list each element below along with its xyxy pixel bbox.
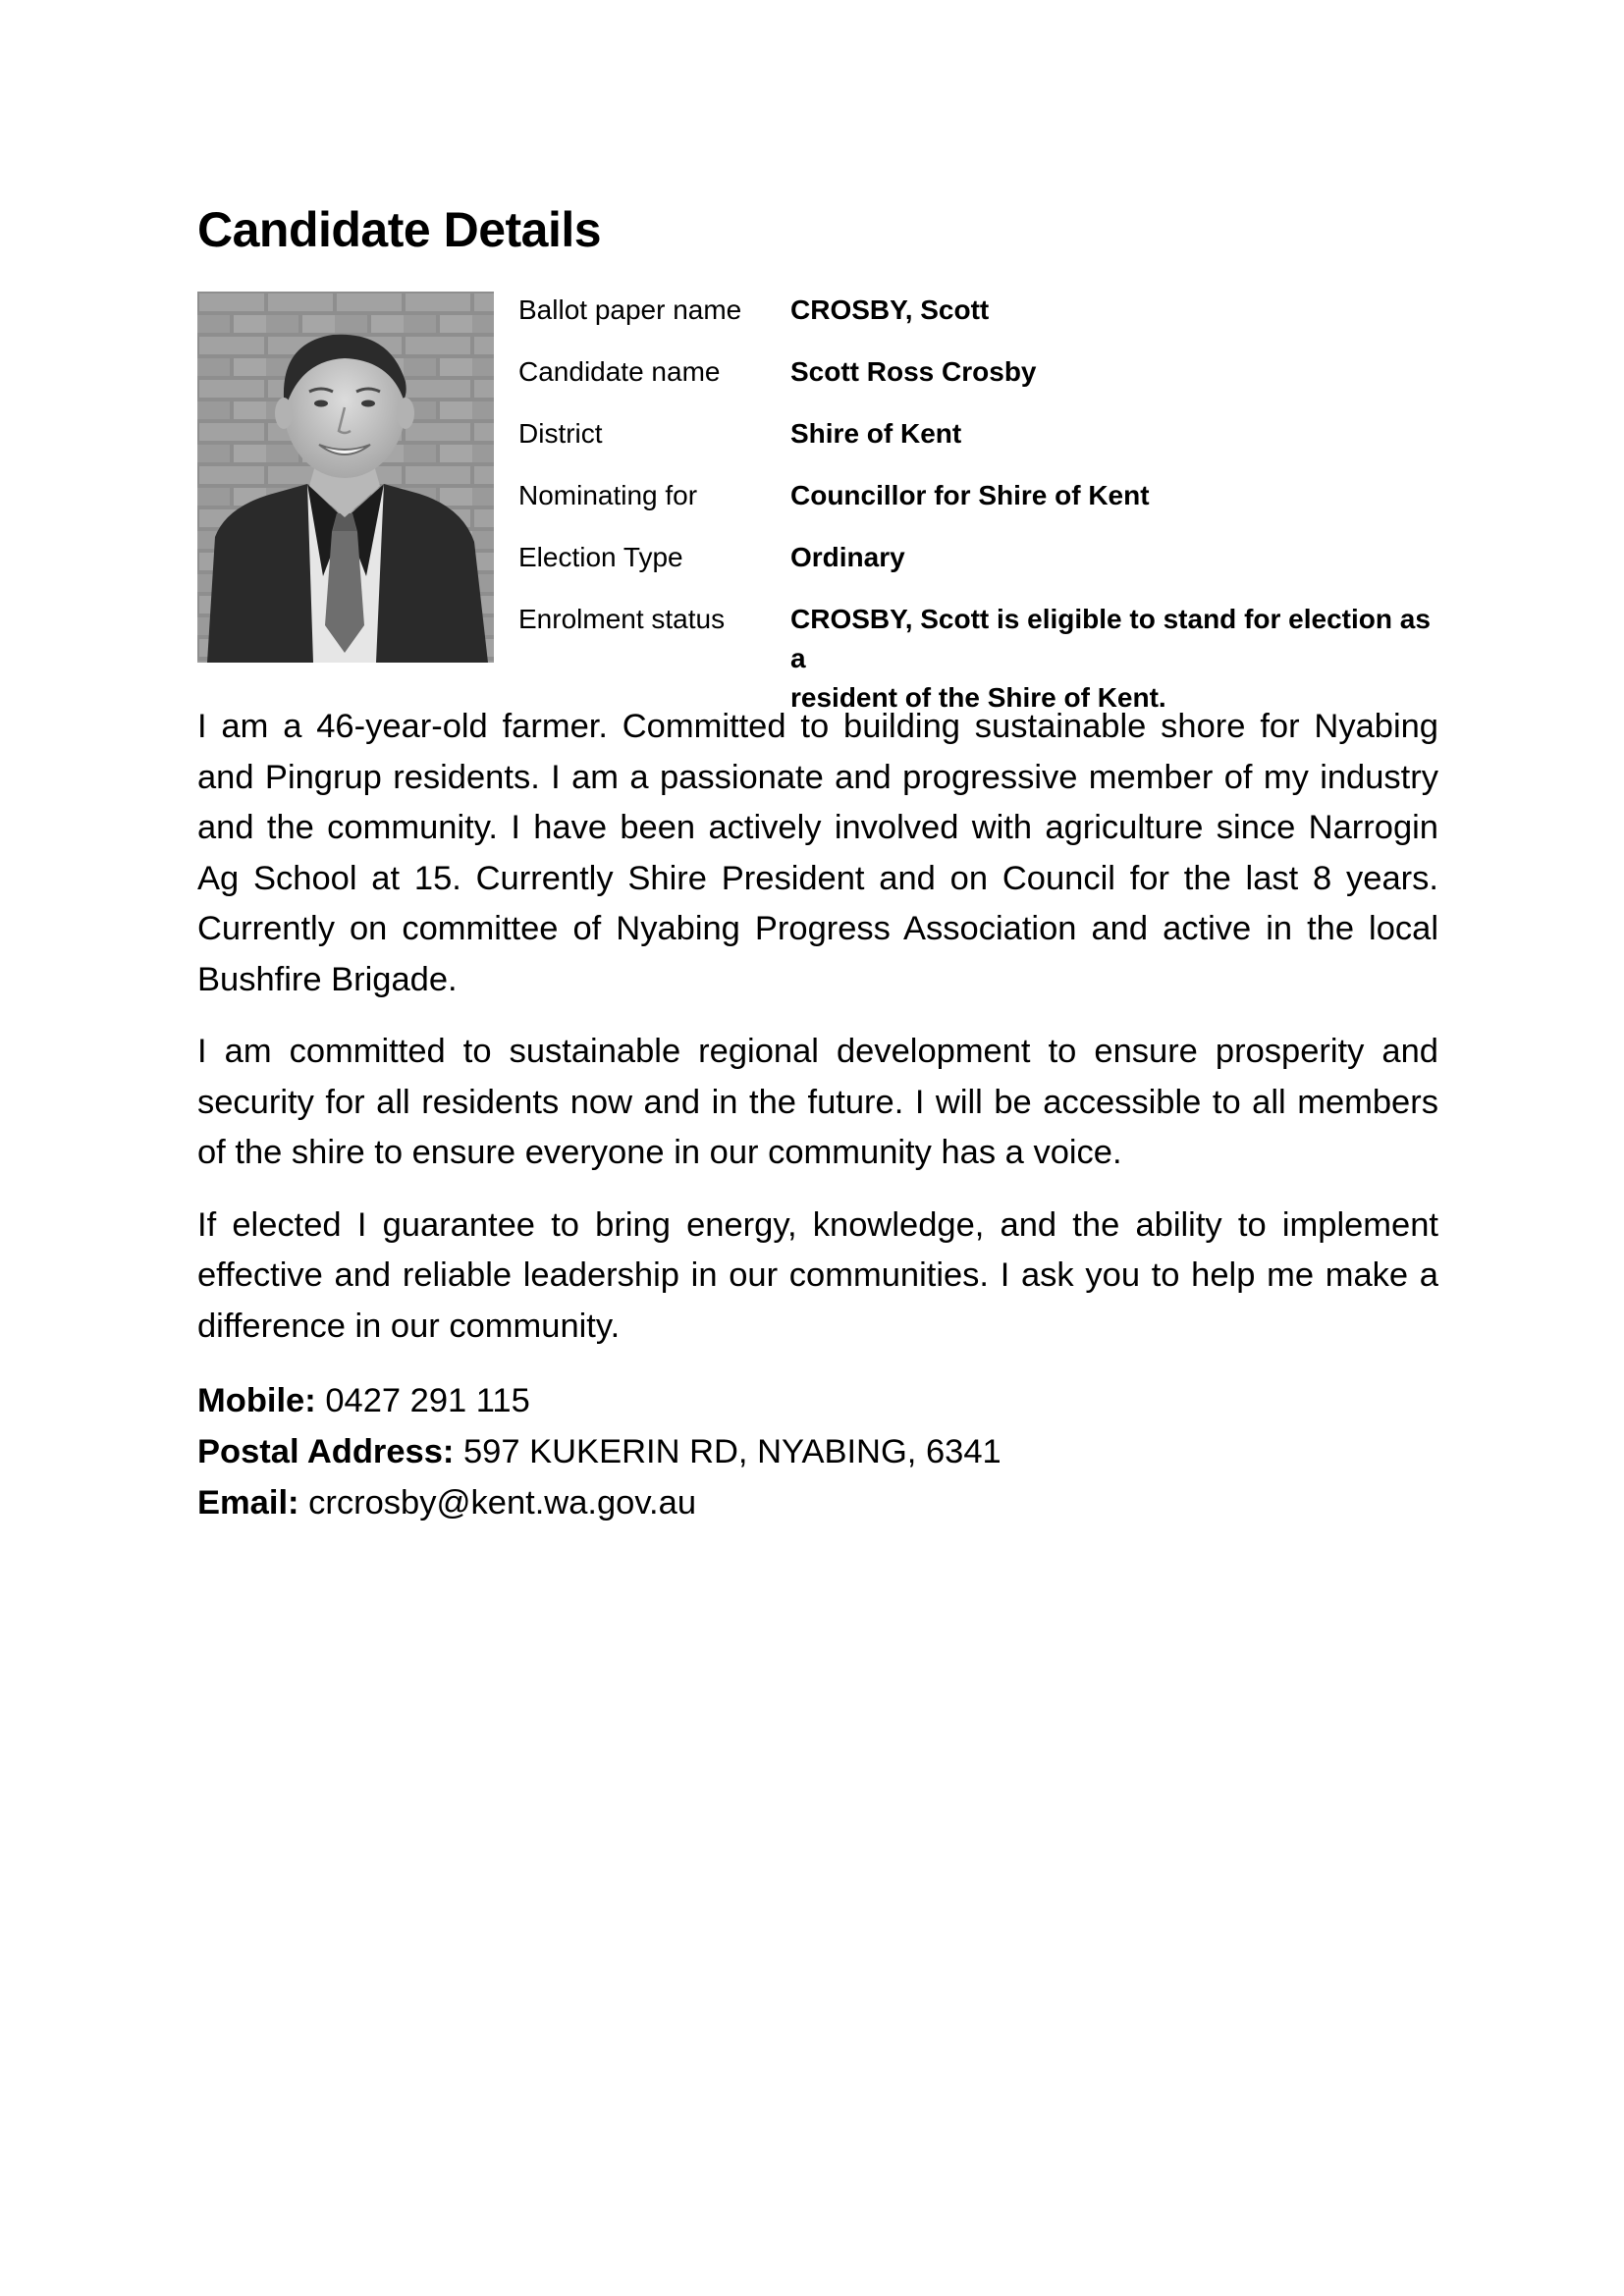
detail-value: Shire of Kent xyxy=(790,418,962,449)
detail-label: Enrolment status xyxy=(518,604,726,634)
detail-label: Ballot paper name xyxy=(518,294,742,325)
contact-label: Email: xyxy=(197,1484,299,1522)
detail-label: District xyxy=(518,418,603,449)
candidate-photo xyxy=(197,292,494,663)
candidate-details-table xyxy=(518,291,1441,713)
contact-value: crcrosby@kent.wa.gov.au xyxy=(308,1484,697,1522)
detail-value-line: resident of the Shire of Kent. xyxy=(790,682,1166,713)
detail-value: Scott Ross Crosby xyxy=(790,356,1037,387)
detail-label: Election Type xyxy=(518,542,683,572)
detail-row-district xyxy=(518,414,1441,476)
contact-label: Mobile: xyxy=(197,1382,316,1419)
contact-email xyxy=(197,1477,1001,1528)
statement-paragraph: If elected I guarantee to bring energy, knowledge, and the ability to implement effective and reliable leadership in our communities. I ask you to help me make a difference in our community. xyxy=(197,1205,1438,1345)
detail-row-ballot-paper-name xyxy=(518,291,1441,352)
detail-label: Candidate name xyxy=(518,356,721,387)
contact-postal-address xyxy=(197,1426,1001,1477)
page-title: Candidate Details xyxy=(197,202,602,257)
detail-value: Ordinary xyxy=(790,542,905,572)
detail-row-election-type xyxy=(518,538,1441,600)
detail-value-line: CROSBY, Scott is eligible to stand for election as a xyxy=(790,604,1431,673)
candidate-statement xyxy=(197,702,1438,1373)
contact-value: 0427 291 115 xyxy=(325,1382,530,1419)
statement-paragraph: I am a 46-year-old farmer. Committed to building sustainable shore for Nyabing and Pingrup residents. I am a passionate and progressive member of my industry and the community. I have been actively involved with agriculture since Narrogin Ag School at 15. Currently Shire President and on Council for the last 8 years. Currently on committee of Nyabing Progress Association and active in the local Bushfire Brigade. xyxy=(197,708,1438,998)
detail-row-nominating-for xyxy=(518,476,1441,538)
detail-label: Nominating for xyxy=(518,480,698,510)
detail-value xyxy=(790,600,1438,718)
contact-details xyxy=(197,1375,1001,1528)
statement-paragraph: I am committed to sustainable regional development to ensure prosperity and security for all residents now and in the future. I will be accessible to all members of the shire to ensure everyone in our community has a voice. xyxy=(197,1033,1438,1171)
candidate-photo-icon xyxy=(197,292,494,663)
contact-value: 597 KUKERIN RD, NYABING, 6341 xyxy=(462,1433,1001,1470)
contact-mobile xyxy=(197,1375,1001,1426)
contact-label: Postal Address: xyxy=(197,1433,455,1470)
detail-row-candidate-name xyxy=(518,352,1441,414)
detail-row-enrolment-status xyxy=(518,600,1441,713)
detail-value: CROSBY, Scott xyxy=(790,294,990,325)
detail-value: Councillor for Shire of Kent xyxy=(790,480,1150,510)
